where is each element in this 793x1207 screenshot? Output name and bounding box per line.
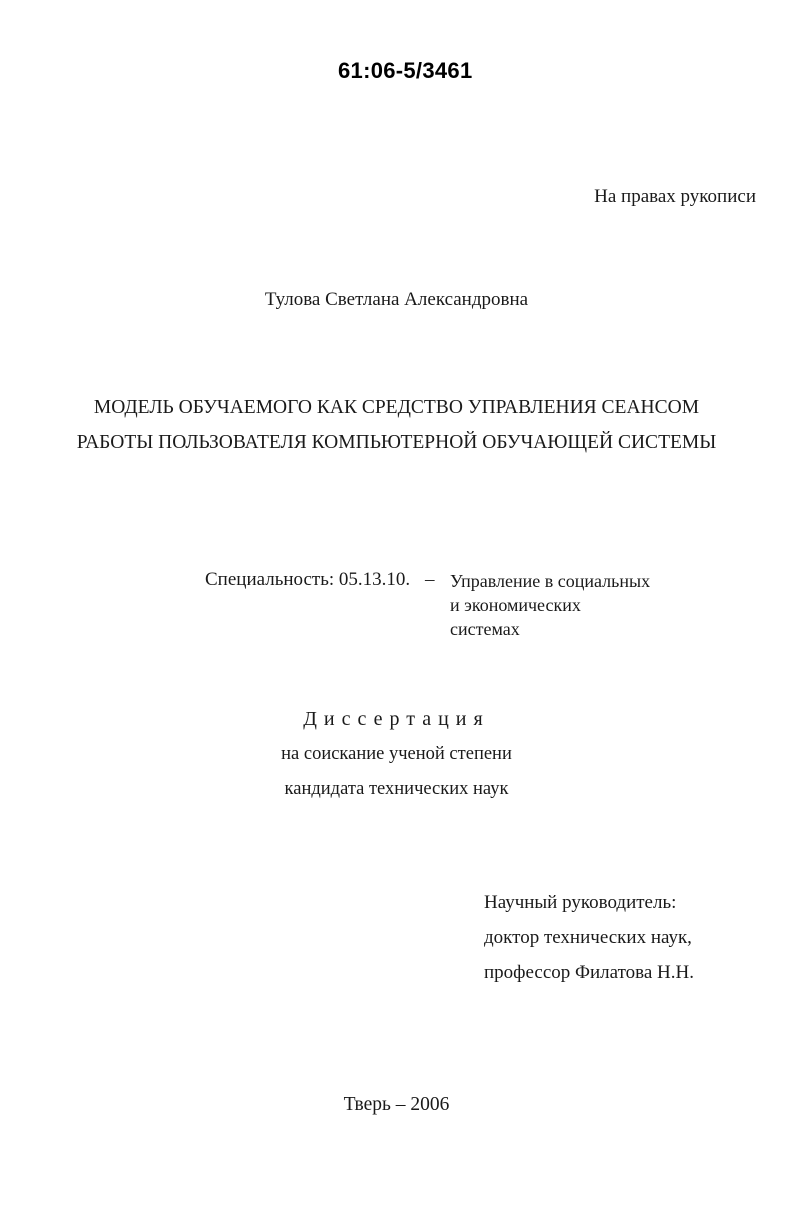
rights-note: На правах рукописи bbox=[594, 186, 756, 207]
scientific-advisor bbox=[484, 885, 694, 990]
dissertation-heading: Диссертация bbox=[303, 708, 490, 730]
dissertation-title bbox=[0, 390, 793, 460]
specialty-label: Специальность: 05.13.10. bbox=[205, 569, 411, 590]
degree-line-1: на соискание ученой степени bbox=[281, 744, 512, 764]
specialty-value-line-1: Управление в социальных bbox=[450, 571, 651, 591]
title-line-1: МОДЕЛЬ ОБУЧАЕМОГО КАК СРЕДСТВО УПРАВЛЕНИЯ СЕАНСОМ bbox=[93, 397, 700, 418]
specialty-dash: – bbox=[425, 569, 435, 590]
specialty-value-line-2: и экономических bbox=[450, 595, 581, 615]
city-year: Тверь – 2006 bbox=[343, 1094, 450, 1115]
title-line-2: РАБОТЫ ПОЛЬЗОВАТЕЛЯ КОМПЬЮТЕРНОЙ ОБУЧАЮЩЕЙ СИСТЕМЫ bbox=[76, 432, 717, 453]
advisor-line-3: профессор Филатова Н.Н. bbox=[484, 962, 695, 983]
specialty-value bbox=[450, 569, 650, 641]
author-name: Тулова Светлана Александровна bbox=[264, 289, 529, 310]
specialty-value-line-3: системах bbox=[450, 619, 520, 639]
advisor-line-1: Научный руководитель: bbox=[484, 892, 677, 913]
catalog-number: 61:06-5/3461 bbox=[338, 58, 473, 83]
degree-line-2: кандидата технических наук bbox=[284, 779, 509, 799]
advisor-line-2: доктор технических наук, bbox=[484, 927, 692, 948]
